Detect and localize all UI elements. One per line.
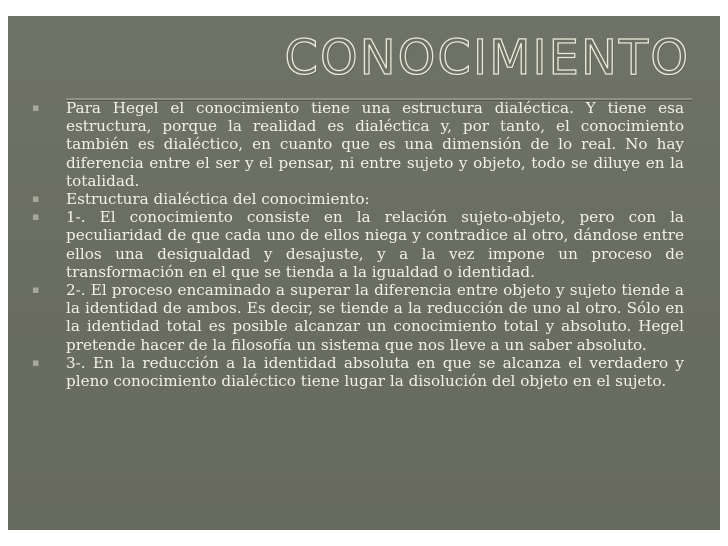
slide-title: CONOCIMIENTO <box>284 30 690 86</box>
bullet-item <box>32 208 684 281</box>
bullet-text: 1-. El conocimiento consiste en la relación sujeto-objeto, pero con la peculiaridad de que cada uno de ellos niega y contradice al otro, dándose entre ellos una desigualdad y desajuste, y a la vez impone un proceso de transformación en el que se tienda a la igualdad o identidad. <box>66 208 684 281</box>
bullet-item <box>32 354 684 390</box>
slide <box>8 16 720 530</box>
bullet-item <box>32 190 684 208</box>
bullet-text: Estructura dialéctica del conocimiento: <box>66 190 370 209</box>
bullet-item <box>32 281 684 354</box>
square-bullet-icon: ▪ <box>32 192 40 206</box>
bullet-list <box>32 99 684 390</box>
bullet-item <box>32 99 684 190</box>
square-bullet-icon: ▪ <box>32 355 40 369</box>
square-bullet-icon: ▪ <box>32 210 40 224</box>
bullet-text: 3-. En la reducción a la identidad absoluta en que se alcanza el verdadero y pleno conocimiento dialéctico tiene lugar la disolución del objeto en el sujeto. <box>66 353 684 391</box>
square-bullet-icon: ▪ <box>32 101 40 114</box>
bullet-text: 2-. El proceso encaminado a superar la diferencia entre objeto y sujeto tiende a la identidad de ambos. Es decir, se tiende a la reducción de uno al otro. Sólo en la identidad total es posible alcanzar un conocimiento total y absoluto. Hegel pretende hacer de la filosofía un sistema que nos lleve a un saber absoluto. <box>66 281 684 354</box>
bullet-text: Para Hegel el conocimiento tiene una estructura dialéctica. Y tiene esa estructura, porque la realidad es dialéctica y, por tanto, el conocimiento también es dialéctico, en cuanto que es una dimensión de lo real. No hay diferencia entre el ser y el pensar, ni entre sujeto y objeto, todo se diluye en la totalidad. <box>66 99 684 190</box>
square-bullet-icon: ▪ <box>32 283 40 297</box>
